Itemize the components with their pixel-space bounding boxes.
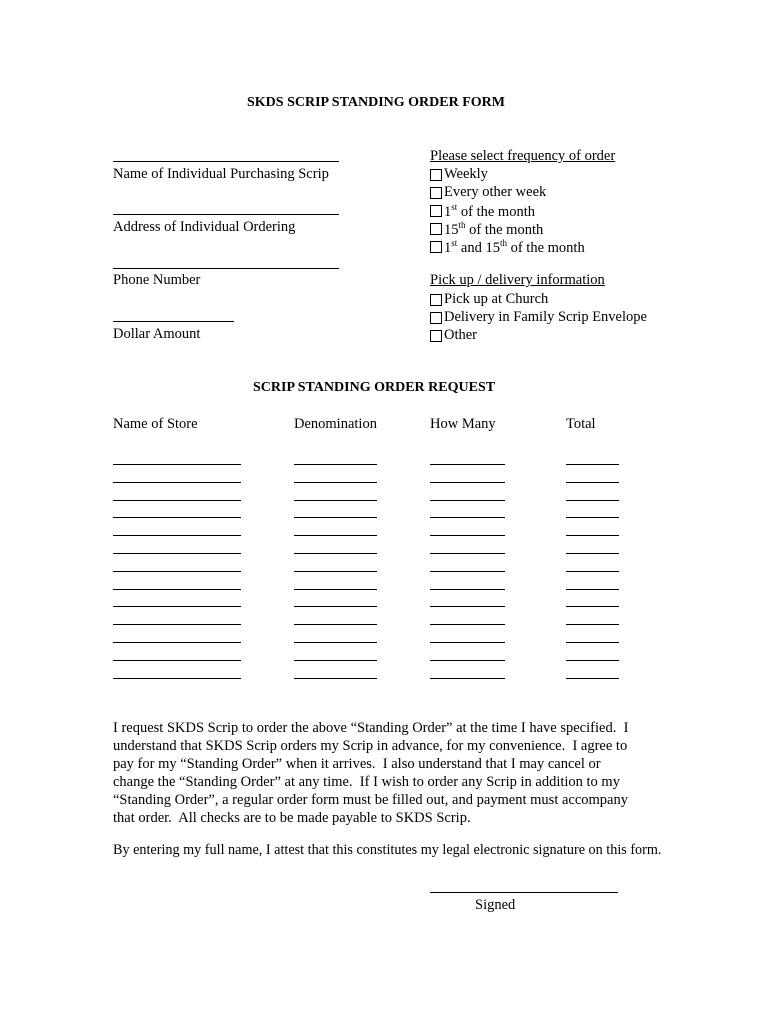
store-input-line[interactable] [113, 464, 241, 465]
total-input-line[interactable] [566, 660, 619, 661]
frequency-option-every-other-week[interactable] [430, 184, 546, 201]
option-label: Other [444, 327, 478, 343]
frequency-heading: Please select frequency of order [430, 148, 616, 164]
store-input-line[interactable] [113, 482, 241, 483]
paragraph-line: I request SKDS Scrip to order the above “Standing Order” at the time I have specified. I [113, 720, 629, 736]
signature-attestation: By entering my full name, I attest that this constitutes my legal electronic signature on this form. [113, 842, 662, 858]
request-title: SCRIP STANDING ORDER REQUEST [253, 380, 496, 395]
denomination-input-line[interactable] [294, 571, 377, 572]
denomination-input-line[interactable] [294, 517, 377, 518]
column-header-total: Total [566, 416, 596, 432]
denomination-input-line[interactable] [294, 642, 377, 643]
total-input-line[interactable] [566, 535, 619, 536]
how-many-input-line[interactable] [430, 464, 505, 465]
store-input-line[interactable] [113, 624, 241, 625]
dollar-amount-label: Dollar Amount [113, 326, 201, 342]
checkbox-icon[interactable] [430, 187, 442, 199]
pickup-option-church[interactable] [430, 291, 548, 308]
option-label: Every other week [444, 184, 547, 200]
checkbox-icon[interactable] [430, 223, 442, 235]
option-label: Pick up at Church [444, 291, 549, 307]
checkbox-icon[interactable] [430, 241, 442, 253]
agreement-paragraph [113, 719, 658, 827]
checkbox-icon[interactable] [430, 330, 442, 342]
pickup-option-envelope[interactable] [430, 309, 647, 326]
total-input-line[interactable] [566, 500, 619, 501]
denomination-input-line[interactable] [294, 535, 377, 536]
store-input-line[interactable] [113, 589, 241, 590]
total-input-line[interactable] [566, 553, 619, 554]
address-field-label: Address of Individual Ordering [113, 219, 296, 235]
how-many-input-line[interactable] [430, 553, 505, 554]
total-input-line[interactable] [566, 624, 619, 625]
how-many-input-line[interactable] [430, 642, 505, 643]
total-input-line[interactable] [566, 517, 619, 518]
total-input-line[interactable] [566, 589, 619, 590]
how-many-input-line[interactable] [430, 678, 505, 679]
store-input-line[interactable] [113, 660, 241, 661]
checkbox-icon[interactable] [430, 294, 442, 306]
store-input-line[interactable] [113, 517, 241, 518]
denomination-input-line[interactable] [294, 624, 377, 625]
store-input-line[interactable] [113, 571, 241, 572]
pickup-heading: Pick up / delivery information [430, 272, 605, 288]
address-input-line[interactable] [113, 214, 339, 215]
paragraph-line: “Standing Order”, a regular order form must be filled out, and payment must accompany [113, 792, 628, 808]
frequency-option-first-and-fifteenth[interactable] [430, 238, 585, 257]
option-label: 1st and 15th of the month [444, 238, 585, 256]
form-title: SKDS SCRIP STANDING ORDER FORM [247, 95, 505, 110]
column-header-denomination: Denomination [294, 416, 377, 432]
pickup-option-other[interactable] [430, 327, 477, 344]
store-input-line[interactable] [113, 678, 241, 679]
store-input-line[interactable] [113, 606, 241, 607]
how-many-input-line[interactable] [430, 482, 505, 483]
store-input-line[interactable] [113, 535, 241, 536]
phone-input-line[interactable] [113, 268, 339, 269]
column-header-store: Name of Store [113, 416, 198, 432]
how-many-input-line[interactable] [430, 624, 505, 625]
signed-label: Signed [475, 897, 516, 913]
how-many-input-line[interactable] [430, 500, 505, 501]
dollar-amount-input-line[interactable] [113, 321, 234, 322]
denomination-input-line[interactable] [294, 606, 377, 607]
denomination-input-line[interactable] [294, 464, 377, 465]
total-input-line[interactable] [566, 571, 619, 572]
denomination-input-line[interactable] [294, 553, 377, 554]
signature-input-line[interactable] [430, 892, 618, 893]
how-many-input-line[interactable] [430, 535, 505, 536]
denomination-input-line[interactable] [294, 500, 377, 501]
how-many-input-line[interactable] [430, 517, 505, 518]
total-input-line[interactable] [566, 678, 619, 679]
total-input-line[interactable] [566, 642, 619, 643]
total-input-line[interactable] [566, 482, 619, 483]
phone-field-label: Phone Number [113, 272, 201, 288]
store-input-line[interactable] [113, 553, 241, 554]
frequency-option-first[interactable] [430, 202, 535, 221]
paragraph-line: change the “Standing Order” at any time. If I wish to order any Scrip in addition to my [113, 774, 620, 790]
checkbox-icon[interactable] [430, 169, 442, 181]
paragraph-line: that order. All checks are to be made payable to SKDS Scrip. [113, 810, 471, 826]
column-header-how-many: How Many [430, 416, 496, 432]
option-label: Weekly [444, 166, 488, 182]
total-input-line[interactable] [566, 464, 619, 465]
option-label: 15th of the month [444, 220, 544, 238]
how-many-input-line[interactable] [430, 589, 505, 590]
how-many-input-line[interactable] [430, 660, 505, 661]
checkbox-icon[interactable] [430, 312, 442, 324]
name-field-label: Name of Individual Purchasing Scrip [113, 166, 329, 182]
total-input-line[interactable] [566, 606, 619, 607]
how-many-input-line[interactable] [430, 606, 505, 607]
option-label: 1st of the month [444, 202, 535, 220]
frequency-option-weekly[interactable] [430, 166, 488, 183]
how-many-input-line[interactable] [430, 571, 505, 572]
denomination-input-line[interactable] [294, 482, 377, 483]
paragraph-line: pay for my “Standing Order” when it arrives. I also understand that I may cancel or [113, 756, 601, 772]
denomination-input-line[interactable] [294, 678, 377, 679]
name-input-line[interactable] [113, 161, 339, 162]
frequency-option-fifteenth[interactable] [430, 220, 543, 239]
denomination-input-line[interactable] [294, 660, 377, 661]
store-input-line[interactable] [113, 500, 241, 501]
option-label: Delivery in Family Scrip Envelope [444, 309, 647, 325]
store-input-line[interactable] [113, 642, 241, 643]
denomination-input-line[interactable] [294, 589, 377, 590]
paragraph-line: understand that SKDS Scrip orders my Scrip in advance, for my convenience. I agree to [113, 738, 628, 754]
checkbox-icon[interactable] [430, 205, 442, 217]
